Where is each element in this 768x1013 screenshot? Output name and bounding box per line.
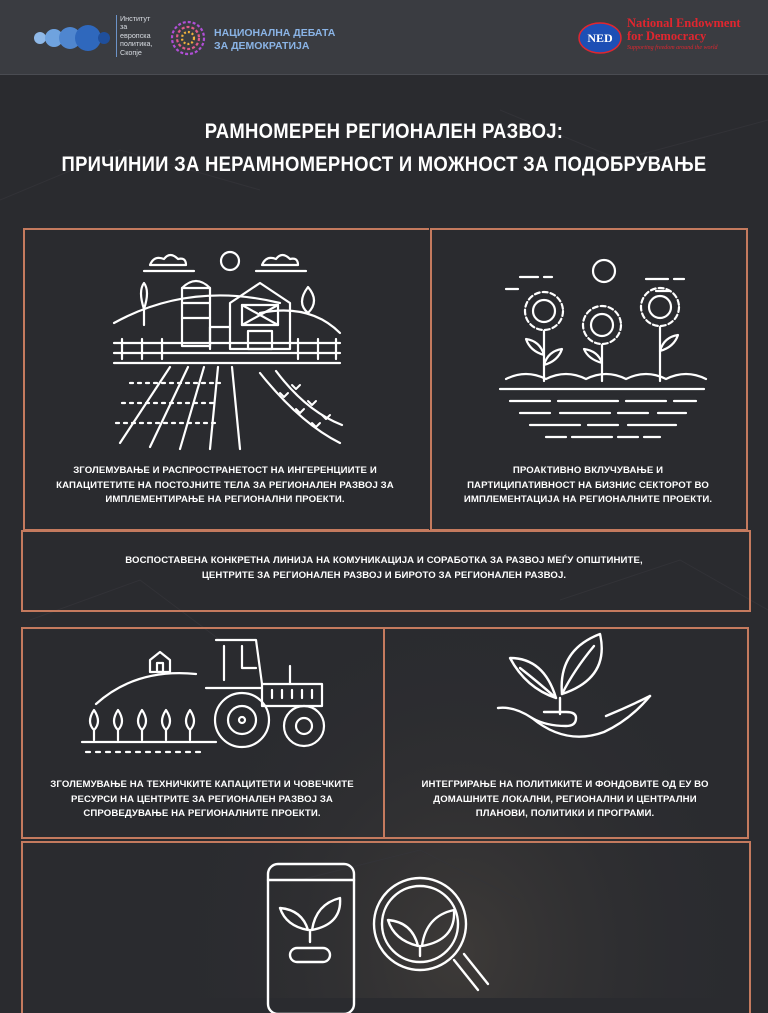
caption-line: РЕСУРСИ НА ЦЕНТРИТЕ ЗА РЕГИОНАЛЕН РАЗВОЈ ЗА <box>71 793 333 805</box>
caption-line: КАПАЦИТЕТИТЕ НА ПОСТОЈНИТЕ ТЕЛА ЗА РЕГИОНАЛЕН РАЗВОЈ ЗА <box>56 479 394 491</box>
debate-logo-icon <box>168 18 208 58</box>
iep-logo-icon <box>30 16 110 64</box>
page-title <box>46 115 722 181</box>
iep-line: политика, <box>120 39 153 49</box>
farm-icon <box>100 243 350 453</box>
iep-line: Скопје <box>120 47 142 57</box>
card-caption-business <box>438 464 738 508</box>
tractor-icon <box>76 636 338 756</box>
debate-line: НАЦИОНАЛНА ДЕБАТА <box>214 27 336 39</box>
caption-line: ВОСПОСТАВЕНА КОНКРЕТНА ЛИНИЈА НА КОМУНИКАЦИЈА И СОРАБОТКА ЗА РАЗВОЈ МЕЃУ ОПШТИНИТЕ, <box>125 555 643 566</box>
sunflowers-icon <box>496 255 708 450</box>
hand-leaf-icon <box>496 634 656 754</box>
caption-line: ЗГОЛЕМУВАЊЕ НА ТЕХНИЧКИТЕ КАПАЦИТЕТИ И ЧОВЕЧКИТЕ <box>50 779 354 790</box>
iep-line: за <box>120 22 128 32</box>
ned-logo-text <box>627 17 741 53</box>
iep-logo-text <box>116 15 168 57</box>
title-line-2: ПРИЧИНИИ ЗА НЕРАМНОМЕРНОСТ И МОЖНОСТ ЗА ПОДОБРУВАЊЕ <box>61 153 707 176</box>
magnifier-leaf-icon <box>368 870 488 998</box>
caption-line: ЦЕНТРИТЕ ЗА РЕГИОНАЛЕН РАЗВОЈ И БИРОТО ЗА РЕГИОНАЛЕН РАЗВОЈ. <box>201 569 567 581</box>
ned-name-line: for Democracy <box>627 29 707 43</box>
card-caption-communication <box>30 554 738 583</box>
caption-line: ИМПЛЕМЕНТИРАЊЕ НА РЕГИОНАЛНИ ПРОЕКТИ. <box>105 494 345 505</box>
caption-line: ПЛАНОВИ, ПОЛИТИКИ И ПРОГРАМИ. <box>475 808 655 819</box>
ned-mark: NED <box>587 31 613 45</box>
header-bar <box>0 0 768 75</box>
caption-line: ЗГОЛЕМУВАЊЕ И РАСПРОСТРАНЕТОСТ НА ИНГЕРЕНЦИИТЕ И <box>73 465 377 476</box>
caption-line: ДОМАШНИТЕ ЛОКАЛНИ, РЕГИОНАЛНИ И ЦЕНТРАЛНИ <box>433 793 697 805</box>
caption-line: ИМПЛЕМЕНТАЦИЈА НА РЕГИОНАЛНИТЕ ПРОЕКТИ. <box>463 494 713 505</box>
phone-leaf-icon <box>264 860 360 1000</box>
iep-line: Институт <box>120 14 151 23</box>
ned-tagline: Supporting freedom around the world <box>627 45 718 51</box>
title-line-1: РАМНОМЕРЕН РЕГИОНАЛЕН РАЗВОЈ: <box>204 120 564 143</box>
card-caption-ingerences <box>30 464 420 508</box>
caption-line: ПАРТИЦИПАТИВНОСТ НА БИЗНИС СЕКТОРОТ ВО <box>467 479 709 491</box>
debate-line: ЗА ДЕМОКРАТИЈА <box>214 40 310 52</box>
caption-line: ИНТЕГРИРАЊЕ НА ПОЛИТИКИТЕ И ФОНДОВИТЕ ОД ЕУ ВО <box>421 779 709 790</box>
caption-line: ПРОАКТИВНО ВКЛУЧУВАЊЕ И <box>512 465 664 476</box>
card-caption-eu-policies <box>392 778 738 822</box>
ned-name-line: National Endowment <box>627 16 741 30</box>
iep-line: европска <box>120 30 151 40</box>
caption-line: СПРОВЕДУВАЊЕ НА РЕГИОНАЛНИТЕ ПРОЕКТИ. <box>83 808 321 819</box>
ned-logo-icon <box>578 22 622 54</box>
card-caption-technical <box>30 778 374 822</box>
debate-logo-text <box>214 27 335 53</box>
